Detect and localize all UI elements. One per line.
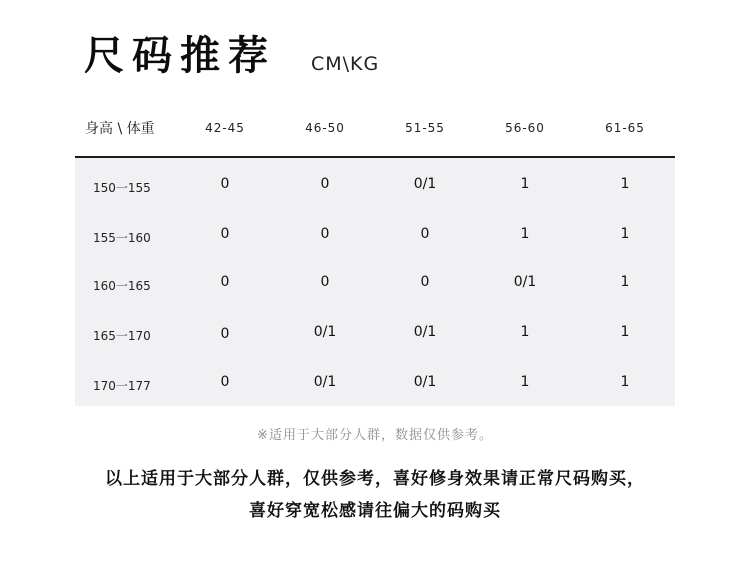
column-header: 42-45 bbox=[205, 121, 245, 135]
value-cell: 0 bbox=[220, 176, 230, 192]
value-cell: 0/1 bbox=[313, 374, 337, 390]
column-header: 51-55 bbox=[405, 121, 445, 135]
value-cell: 0 bbox=[220, 374, 230, 390]
footnote: ※适用于大部分人群，数据仅供参考。 bbox=[257, 428, 493, 443]
value-cell: 1 bbox=[520, 324, 530, 340]
size-table bbox=[75, 108, 675, 406]
value-cell: 1 bbox=[620, 324, 630, 340]
value-cell: 1 bbox=[520, 226, 530, 242]
value-cell: 1 bbox=[620, 274, 630, 290]
value-cell: 0 bbox=[220, 326, 230, 342]
value-cell: 0/1 bbox=[413, 176, 437, 192]
value-cell: 0/1 bbox=[513, 274, 537, 290]
column-header: 46-50 bbox=[305, 121, 345, 135]
height-cell: 150一155 bbox=[93, 181, 151, 195]
column-header: 56-60 bbox=[505, 121, 545, 135]
table-header bbox=[75, 108, 675, 158]
value-cell: 1 bbox=[520, 374, 530, 390]
unit-label: CM\KG bbox=[311, 53, 380, 75]
value-cell: 1 bbox=[620, 374, 630, 390]
table-row bbox=[75, 374, 675, 398]
value-cell: 0 bbox=[320, 274, 330, 290]
height-cell: 170一177 bbox=[93, 379, 151, 393]
page-title: 尺码推荐 bbox=[84, 33, 276, 79]
note-line-2: 喜好穿宽松感请往偏大的码购买 bbox=[249, 501, 501, 521]
value-cell: 0 bbox=[220, 274, 230, 290]
table-row bbox=[75, 274, 675, 298]
note-line-1: 以上适用于大部分人群，仅供参考，喜好修身效果请正常尺码购买， bbox=[105, 469, 645, 489]
value-cell: 1 bbox=[620, 176, 630, 192]
column-header: 61-65 bbox=[605, 121, 645, 135]
value-cell: 0/1 bbox=[313, 324, 337, 340]
value-cell: 0 bbox=[320, 226, 330, 242]
table-body bbox=[75, 158, 675, 406]
value-cell: 0/1 bbox=[413, 374, 437, 390]
value-cell: 0 bbox=[220, 226, 230, 242]
value-cell: 0 bbox=[420, 226, 430, 242]
value-cell: 0 bbox=[420, 274, 430, 290]
value-cell: 0/1 bbox=[413, 324, 437, 340]
table-row bbox=[75, 176, 675, 200]
height-cell: 165一170 bbox=[93, 329, 151, 343]
height-cell: 155一160 bbox=[93, 231, 151, 245]
value-cell: 0 bbox=[320, 176, 330, 192]
corner-label: 身高 \ 体重 bbox=[85, 121, 155, 137]
value-cell: 1 bbox=[520, 176, 530, 192]
height-cell: 160一165 bbox=[93, 279, 151, 293]
value-cell: 1 bbox=[620, 226, 630, 242]
table-row bbox=[75, 324, 675, 348]
table-row bbox=[75, 226, 675, 250]
